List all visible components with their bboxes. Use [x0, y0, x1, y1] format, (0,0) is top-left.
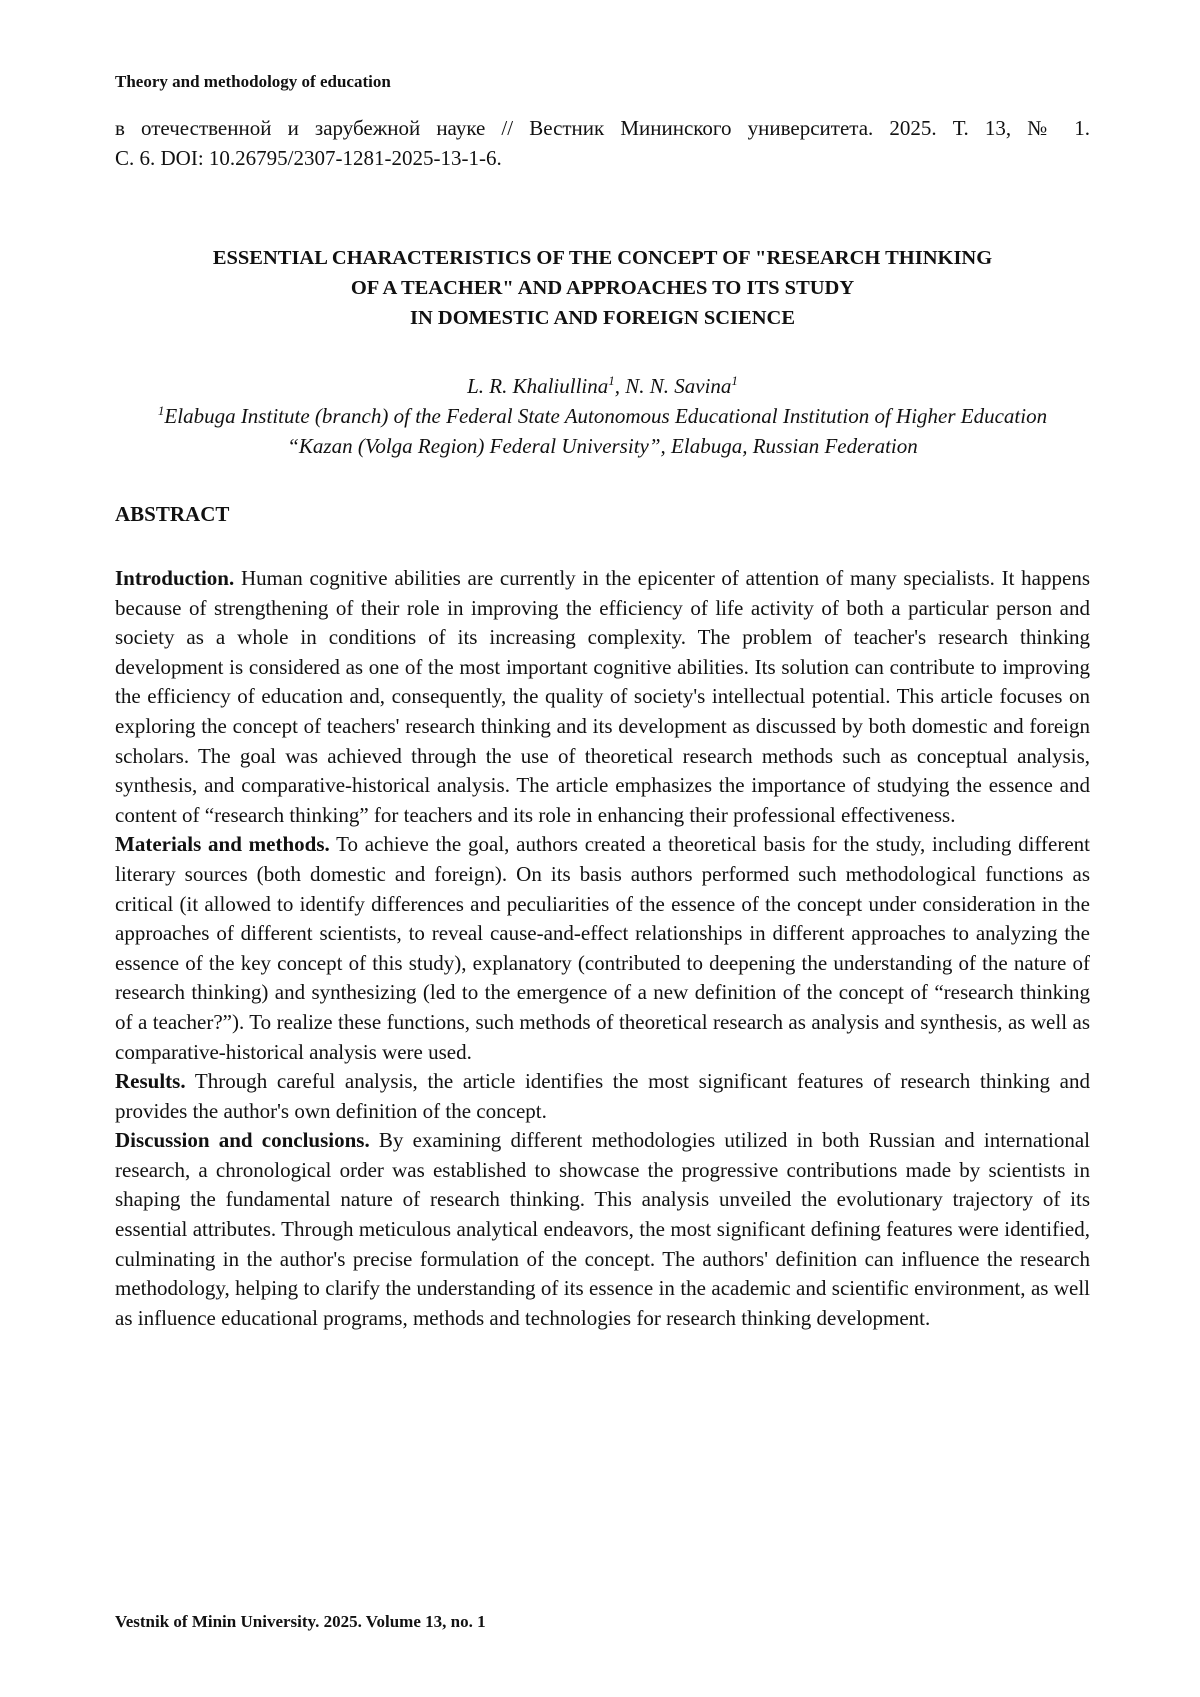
- paragraph-text: Through careful analysis, the article identifies the most significant features of research thinking and provides the author's own definition of the concept.: [115, 1069, 1090, 1123]
- author-separator: ,: [615, 374, 626, 398]
- paragraph-text: Human cognitive abilities are currently in the epicenter of attention of many specialists. It happens because of strengthening of their role in improving the efficiency of life activity of both a particular person and society as a whole in conditions of its increasing complexity. The problem of teacher's research thinking development is considered as one of the most important cognitive abilities. Its solution can contribute to improving the efficiency of education and, consequently, the quality of society's intellectual potential. This article focuses on exploring the concept of teachers' research thinking and its development as discussed by both domestic and foreign scholars. The goal was achieved through the use of theoretical research methods such as conceptual analysis, synthesis, and comparative-historical analysis. The article emphasizes the importance of studying the essence and content of “research thinking” for teachers and its role in enhancing their professional effectiveness.: [115, 566, 1090, 827]
- title-line: ESSENTIAL CHARACTERISTICS OF THE CONCEPT OF "RESEARCH THINKING: [115, 243, 1090, 273]
- paragraph-label: Results.: [115, 1069, 186, 1093]
- authors-block: [115, 371, 1090, 461]
- author-names: [115, 371, 1090, 401]
- abstract-paragraph-discussion: [115, 1126, 1090, 1333]
- affiliation-marker: 1: [608, 373, 615, 388]
- abstract-paragraph-methods: [115, 830, 1090, 1067]
- affiliation: [115, 401, 1090, 461]
- running-head: Theory and methodology of education: [115, 72, 1090, 92]
- page-footer: Vestnik of Minin University. 2025. Volume 13, no. 1: [115, 1612, 1090, 1632]
- paragraph-label: Materials and methods.: [115, 832, 330, 856]
- abstract-paragraph-introduction: [115, 564, 1090, 830]
- paragraph-text: By examining different methodologies utilized in both Russian and international research, a chronological order was established to showcase the progressive contributions made by scientists in shaping the fundamental nature of research thinking. This analysis unveiled the evolutionary trajectory of its essential attributes. Through meticulous analytical endeavors, the most significant defining features were identified, culminating in the author's precise formulation of the concept. The authors' definition can influence the research methodology, helping to clarify the understanding of its essence in the academic and scientific environment, as well as influence educational programs, methods and technologies for research thinking development.: [115, 1128, 1090, 1330]
- affiliation-text: Elabuga Institute (branch) of the Federal State Autonomous Educational Institution of Higher Education “Kazan (Volga Region) Federal University”, Elabuga, Russian Federation: [164, 404, 1047, 458]
- title-line: OF A TEACHER" AND APPROACHES TO ITS STUDY: [115, 273, 1090, 303]
- abstract-paragraph-results: [115, 1067, 1090, 1126]
- affiliation-marker: 1: [731, 373, 738, 388]
- abstract-body: [115, 564, 1090, 1333]
- citation-line: в отечественной и зарубежной науке // Вестник Мининского университета. 2025. Т. 13, № 1.: [115, 113, 1090, 143]
- citation-line: С. 6. DOI: 10.26795/2307-1281-2025-13-1-6.: [115, 143, 1090, 173]
- affiliation-marker: 1: [158, 403, 165, 418]
- paragraph-label: Introduction.: [115, 566, 234, 590]
- author-name: L. R. Khaliullina: [467, 374, 608, 398]
- article-title: [115, 243, 1090, 333]
- title-line: IN DOMESTIC AND FOREIGN SCIENCE: [115, 303, 1090, 333]
- paragraph-label: Discussion and conclusions.: [115, 1128, 370, 1152]
- author-name: N. N. Savina: [625, 374, 731, 398]
- citation: [115, 113, 1090, 173]
- paragraph-text: To achieve the goal, authors created a theoretical basis for the study, including different literary sources (both domestic and foreign). On its basis authors performed such methodological functions as critical (it allowed to identify differences and peculiarities of the essence of the concept under consideration in the approaches of different scientists, to reveal cause-and-effect relationships in different approaches to analyzing the essence of the key concept of this study), explanatory (contributed to deepening the understanding of the nature of research thinking) and synthesizing (led to the emergence of a new definition of the concept of “research thinking of a teacher?”). To realize these functions, such methods of theoretical research as analysis and synthesis, as well as comparative-historical analysis were used.: [115, 832, 1090, 1063]
- abstract-heading: ABSTRACT: [115, 502, 1090, 527]
